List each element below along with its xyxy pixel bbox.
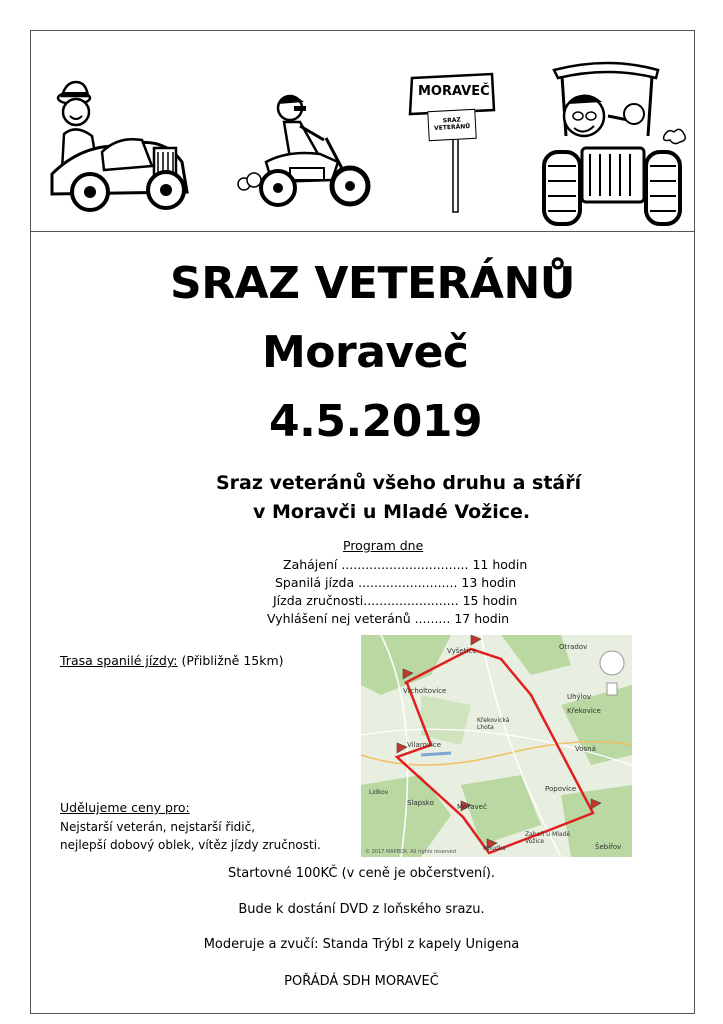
map-label-otradov: Otradov: [559, 643, 588, 651]
subtitle-line2: v Moravči u Mladé Vožice.: [253, 501, 531, 523]
map-label-lidkov: Lidkov: [369, 789, 389, 796]
route-label: Trasa spanilé jízdy:: [60, 653, 178, 668]
map-label-vosna: Vosná: [575, 745, 596, 753]
motorcycle-illustration: [228, 92, 378, 212]
vintage-car-illustration: [42, 74, 197, 214]
dvd-note: Bude k dostání DVD z loňského srazu.: [238, 902, 485, 917]
program-item-skills: Jízda zručnosti........................ 15 hodin: [273, 593, 518, 608]
sub-sign: [427, 109, 477, 141]
map-label-moravec: Moraveč: [457, 803, 487, 811]
awards-heading: Udělujeme ceny pro:: [60, 800, 190, 815]
sub-sign-line2: VETERÁNŮ: [433, 123, 471, 132]
map-label-krekovicka-lhota: Křekovická Lhota: [477, 717, 510, 731]
event-location: Moraveč: [262, 327, 469, 378]
map-label-vilarovice: Vilarovice: [407, 741, 442, 749]
map-label-sebirov: Šebířov: [595, 843, 622, 851]
program-item-awards: Vyhlášení nej veteránů ......... 17 hodin: [267, 611, 510, 626]
map-label-uhylov: Uhýlov: [567, 693, 592, 701]
route-map: [361, 635, 632, 857]
program-heading: Program dne: [343, 538, 424, 553]
awards-line2: nejlepší dobový oblek, vítěz jízdy zručnosti.: [60, 838, 321, 852]
route-line: [60, 653, 284, 668]
route-note: (Přibližně 15km): [181, 653, 284, 668]
awards-line1: Nejstarší veterán, nejstarší řidič,: [60, 820, 256, 834]
map-copyright: © 2017 MAPBOX. All rights reserved: [365, 849, 456, 855]
program-item-opening: Zahájení ................................ 11 hodin: [283, 557, 528, 572]
host-note: Moderuje a zvučí: Standa Trýbl z kapely Unigena: [203, 937, 520, 952]
event-date: 4.5.2019: [269, 396, 483, 447]
map-label-vysetice: Vyšetice: [447, 647, 477, 655]
map-label-krekovice: Křekovice: [567, 707, 601, 715]
subtitle-line1: Sraz veteránů všeho druhu a stáří: [216, 472, 582, 494]
entry-fee: Startovné 100KČ (v ceně je občerstvení).: [227, 866, 496, 881]
map-label-zahori: Zahoří u Mladé Vožice: [525, 831, 571, 845]
program-item-parade: Spanilá jízda ......................... 13 hodin: [275, 575, 517, 590]
map-label-noudka: Noudka: [483, 845, 506, 852]
tractor-illustration: [528, 56, 688, 232]
organizer: POŘÁDÁ SDH MORAVEČ: [284, 974, 439, 989]
map-label-slapsko: Slapsko: [407, 799, 434, 807]
map-label-popovice: Popovice: [545, 785, 577, 793]
sub-sign-line1: SRAZ: [442, 116, 461, 125]
map-label-vrcholtovice: Vrcholtovice: [403, 687, 447, 695]
event-title: SRAZ VETERÁNŮ: [170, 258, 576, 309]
header-illustrations: [30, 30, 695, 232]
town-sign-text: MORAVEČ: [418, 84, 490, 99]
